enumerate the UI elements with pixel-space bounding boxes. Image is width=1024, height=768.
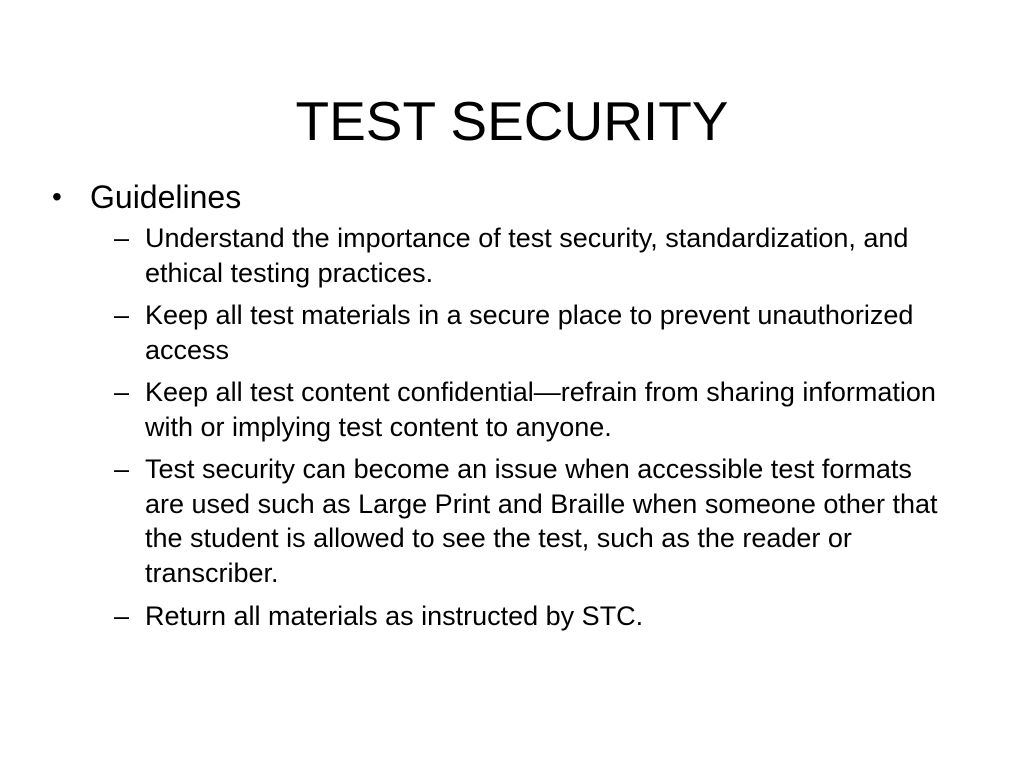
dash-icon: – xyxy=(114,600,130,631)
list-item xyxy=(114,221,982,290)
list-item-text: Understand the importance of test security, standardization, and ethical testing practices. xyxy=(145,223,909,288)
list-item-text: Return all materials as instructed by STC. xyxy=(145,600,644,631)
bullet-item-guidelines xyxy=(52,178,982,217)
dash-icon: – xyxy=(114,377,130,408)
sub-bullet-list xyxy=(52,221,982,633)
page-title: TEST SECURITY xyxy=(295,89,729,152)
bullet-label-guidelines: Guidelines xyxy=(90,179,242,215)
list-item xyxy=(114,298,982,367)
dash-icon: – xyxy=(114,300,130,331)
dash-icon: – xyxy=(114,223,130,254)
list-item xyxy=(114,452,982,590)
list-item-text: Keep all test materials in a secure place to prevent unauthorized access xyxy=(145,300,914,365)
list-item-text: Test security can become an issue when accessible test formats are used such as Large Print and Braille when someone other that the student is allowed to see the test, such as the reader or transcriber. xyxy=(145,454,938,588)
list-item xyxy=(114,375,982,444)
dash-icon: – xyxy=(114,454,130,485)
slide-body xyxy=(52,178,982,641)
list-item-text: Keep all test content confidential—refrain from sharing information with or implying test content to anyone. xyxy=(145,377,936,442)
list-item xyxy=(114,599,982,634)
bullet-dot-icon: • xyxy=(52,181,62,212)
